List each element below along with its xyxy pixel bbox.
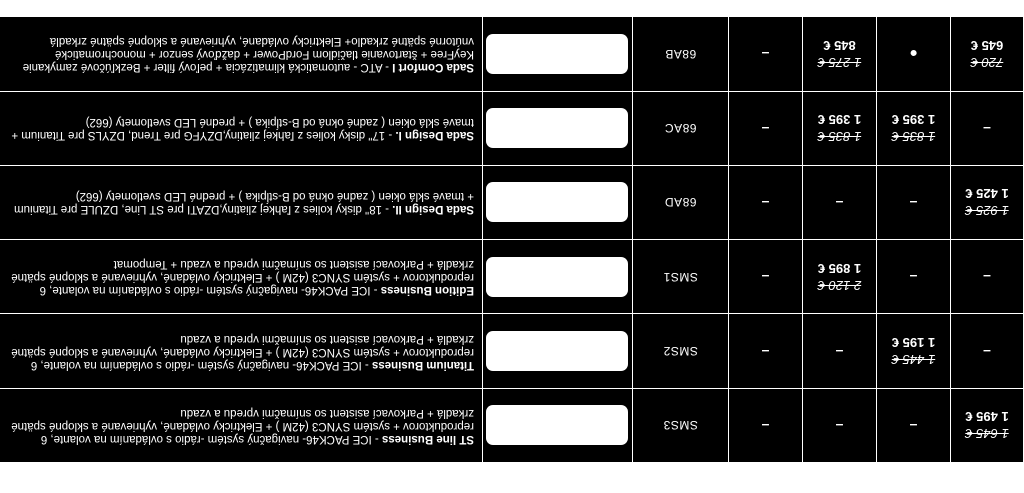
table-row [0, 91, 1024, 165]
dash-cell: – [951, 314, 1024, 388]
dash-cell: – [877, 388, 951, 462]
price-cell: 1 925 € 1 425 € [951, 165, 1024, 239]
empty-box [487, 405, 629, 445]
dash-cell: – [951, 91, 1024, 165]
empty-cell [483, 240, 633, 314]
option-code: SMS2 [633, 314, 729, 388]
price-cell: 1 275 € 845 € [803, 17, 877, 91]
dash-cell: – [803, 165, 877, 239]
empty-cell [483, 165, 633, 239]
dash-cell: – [729, 314, 803, 388]
price-cell: 1 835 € 1 395 € [803, 91, 877, 165]
empty-cell [483, 314, 633, 388]
option-code: 68AB [633, 17, 729, 91]
empty-box [487, 257, 629, 297]
price-cell: 2 120 € 1 895 € [803, 240, 877, 314]
option-code: SMS1 [633, 240, 729, 314]
package-description: Edition Business - ICE PACK46- navigačný systém -rádio s ovládaním na volante, 6 reproduktorov + systém SYNC3 (42M ) + Elektricky ovládané, vyhrievané a sklopné spätné zrkadlá + Parkovací asistent so snímačmi vpredu a vzadu + Tempomat [0, 240, 483, 314]
empty-box [487, 331, 629, 371]
table-row [0, 388, 1024, 462]
empty-cell [483, 388, 633, 462]
standard-dot-cell: ● [877, 17, 951, 91]
table-row [0, 17, 1024, 91]
dash-cell: – [877, 240, 951, 314]
empty-cell [483, 17, 633, 91]
dash-cell: – [729, 91, 803, 165]
top-margin-band [0, 463, 1024, 493]
dash-cell: – [803, 388, 877, 462]
option-code: SMS3 [633, 388, 729, 462]
option-code: 68AD [633, 165, 729, 239]
dash-cell: – [729, 17, 803, 91]
dash-cell: – [729, 165, 803, 239]
package-description: Sada Design II. - 18" disky kolies z ľahkej zliatiny,DZATI pre ST Line, DZULE pre Titanium + tmavé sklá okien ( zadné okná od B-stĺpika ) + predné LED svetlomety (662) [0, 165, 483, 239]
price-cell: 1 835 € 1 395 € [877, 91, 951, 165]
dash-cell: – [951, 240, 1024, 314]
price-cell: 1 445 € 1 195 € [877, 314, 951, 388]
package-price-table [0, 16, 1024, 463]
empty-box [487, 182, 629, 222]
dash-cell: – [803, 314, 877, 388]
empty-cell [483, 91, 633, 165]
table-row [0, 165, 1024, 239]
package-description: ST line Business - ICE PACK46- navigačný systém -rádio s ovládaním na volante, 6 reproduktorov + systém SYNC3 (42M ) + Elektricky ovládané, vyhrievané a sklopné spätné zrkadlá + Parkovací asistent so snímačmi vpredu a vzadu [0, 388, 483, 462]
table-row [0, 240, 1024, 314]
price-cell: 1 645 € 1 495 € [951, 388, 1024, 462]
package-description: Sada Design I. - 17" disky kolies z ľahkej zliatiny,DZYFG pre Trend, DZYLS pre Titanium + tmavé sklá okien ( zadné okná od B-stĺpika ) + predné LED svetlomety (662) [0, 91, 483, 165]
table-row [0, 314, 1024, 388]
price-cell: 720 € 645 € [951, 17, 1024, 91]
package-description: Titanium Business - ICE PACK46- navigačný systém -rádio s ovládaním na volante, 6 reproduktorov + systém SYNC3 (42M ) + Elektricky ovládané, vyhrievané a sklopné spätné zrkadlá + Parkovací asistent so snímačmi vpredu a vzadu [0, 314, 483, 388]
dash-cell: – [729, 240, 803, 314]
empty-box [487, 108, 629, 148]
empty-box [487, 34, 629, 74]
dash-cell: – [729, 388, 803, 462]
package-description: Sada Comfort I - ATC - automatická klimatizácia + peľový filter + Bezkľúčové zamykanie KeyFree + štartovanie tlačidlom FordPower + dažďový senzor + monochromatické vnútorné spätné zrkadlo+ Elektricky ovládané, vyhrievané a sklopné spätné zrkadlá [0, 17, 483, 91]
bottom-margin-band [0, 0, 1024, 17]
option-code: 68AC [633, 91, 729, 165]
dash-cell: – [877, 165, 951, 239]
